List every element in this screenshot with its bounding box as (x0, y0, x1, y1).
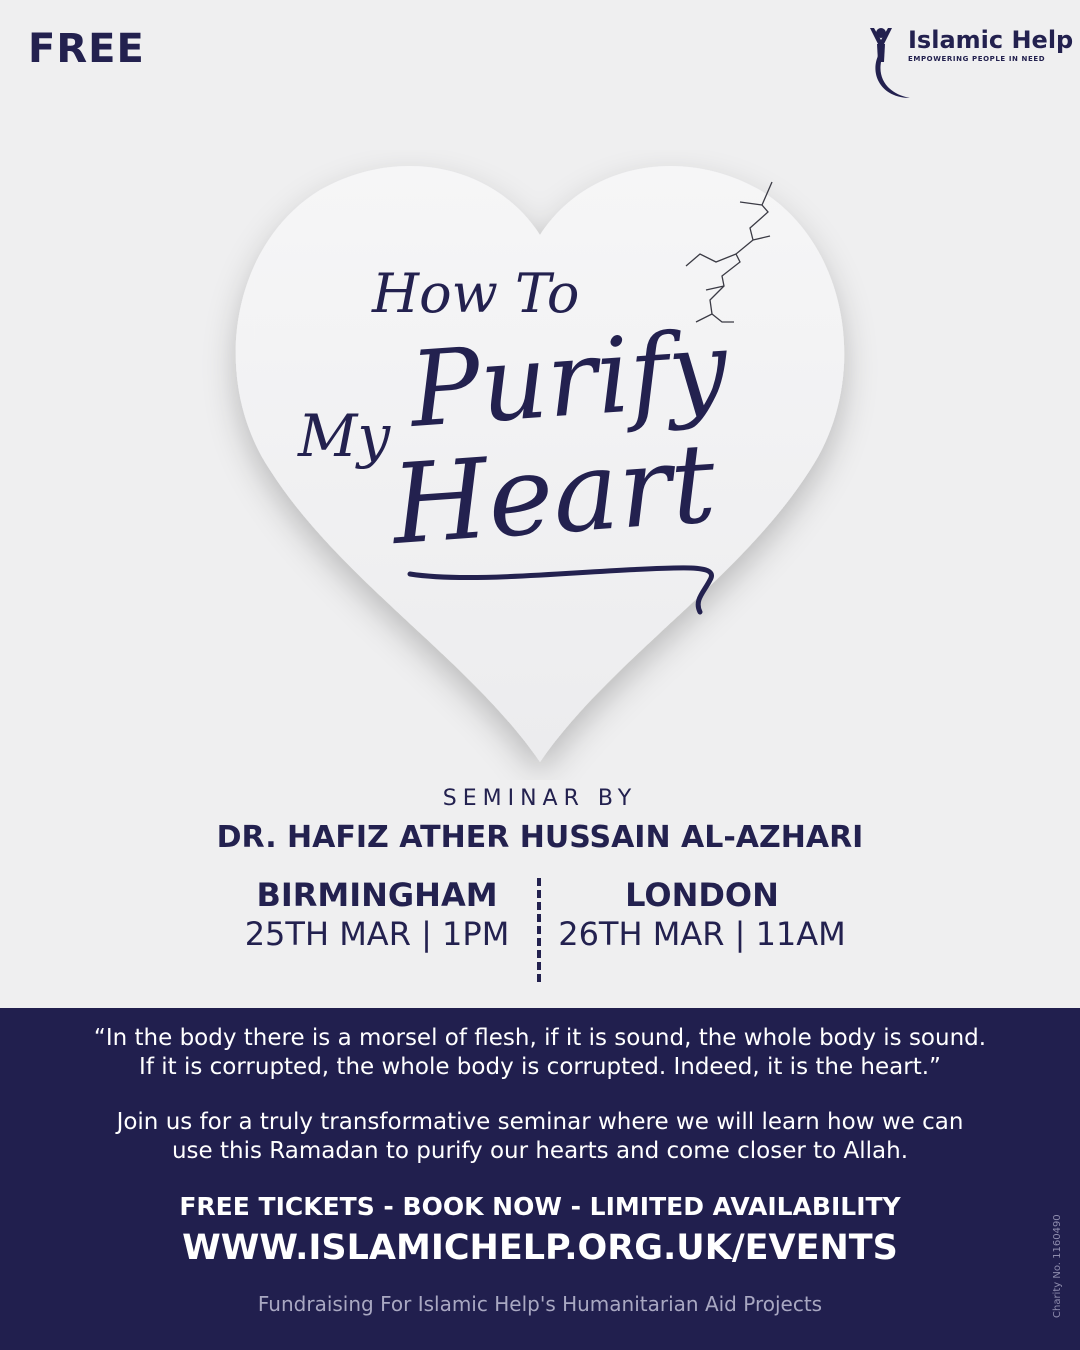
description-line: use this Ramadan to purify our hearts and come closer to Allah. (171, 1138, 909, 1164)
charity-number: Charity No. 1160490 (1052, 1214, 1063, 1318)
crescent-figure-icon (866, 22, 910, 102)
venue-city: BIRMINGHAM (256, 876, 498, 914)
venue-date-time: 25TH MAR | 1PM (244, 915, 510, 953)
title-purify: Purify (406, 307, 732, 451)
tickets-cta: FREE TICKETS - BOOK NOW - LIMITED AVAILABILITY (179, 1192, 901, 1221)
description-line: Join us for a truly transformative seminar where we will learn how we can (116, 1109, 964, 1135)
title-underline-swash (404, 556, 734, 616)
logo-name: Islamic Help (908, 26, 1074, 54)
events-url-link[interactable]: WWW.ISLAMICHELP.ORG.UK/EVENTS (182, 1228, 898, 1268)
free-badge: FREE (28, 26, 145, 72)
seminar-description (0, 1108, 1080, 1166)
title-how-to: How To (372, 262, 580, 325)
fundraising-note: Fundraising For Islamic Help's Humanitarian Aid Projects (257, 1292, 823, 1316)
seminar-label: SEMINAR BY (442, 786, 638, 811)
venue-birmingham (230, 876, 524, 954)
hadith-quote (0, 1024, 1080, 1082)
speaker-name: DR. HAFIZ ATHER HUSSAIN AL-AZHARI (216, 820, 864, 855)
title-my: My (298, 402, 391, 470)
info-band (0, 1008, 1080, 1350)
quote-line: “In the body there is a morsel of flesh, if it is sound, the whole body is sound. (93, 1025, 987, 1051)
logo-tagline: EMPOWERING PEOPLE IN NEED (908, 55, 1046, 63)
islamic-help-logo[interactable] (866, 22, 1074, 102)
quote-line: If it is corrupted, the whole body is corrupted. Indeed, it is the heart.” (139, 1054, 941, 1080)
venue-city: LONDON (625, 876, 779, 914)
venue-london (556, 876, 848, 954)
venue-divider (537, 878, 541, 982)
venue-date-time: 26TH MAR | 11AM (558, 915, 846, 953)
title-heart: Heart (387, 418, 720, 570)
